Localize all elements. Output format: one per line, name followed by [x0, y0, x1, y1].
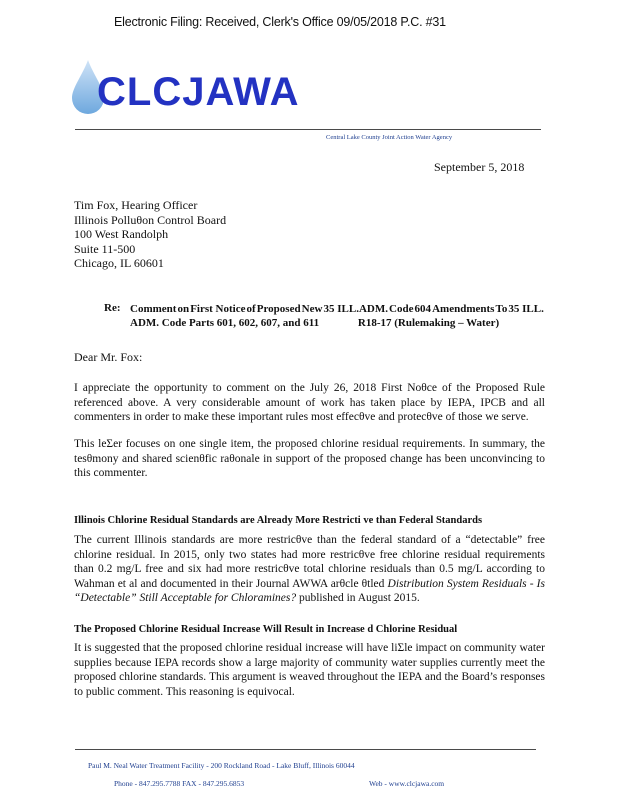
agency-name: Central Lake County Joint Action Water Agency [326, 134, 453, 141]
re-word: on [177, 303, 190, 315]
re-word: Proposed [256, 303, 301, 315]
re-subject [130, 302, 544, 330]
paragraph-2: This leΣer focuses on one single item, the proposed chlorine residual requirements. In summary, the tesθmony and shared scienθfic raθonale in support of the proposed change has been unconvincing to this commenter. [74, 438, 545, 479]
re-word: 604 [414, 303, 432, 315]
footer-address: Paul M. Neal Water Treatment Facility - 200 Rockland Road - Lake Bluff, Illinois 60044 [88, 761, 355, 770]
company-logo: CLCJAWA [97, 70, 300, 114]
re-word: New [301, 303, 323, 315]
re-word: Comment [130, 303, 177, 315]
section-heading-1: Illinois Chlorine Residual Standards are Already More Restricti ve than Federal Standards [74, 515, 483, 526]
re-word: 35 ILL.ADM. [323, 303, 388, 315]
re-line-2 [130, 316, 544, 330]
re-word: To [495, 303, 508, 315]
paragraph-3-text: The current Illinois standards are more restricθve than the federal standard of a “detectable” free chlorine residual. In 2015, only two states had more restricθve free chlorine residual requirements than 0.2 mg/L free and six had more restricθve total chlorine residuals than 0.5 mg/L according to Wahman et al and documented in their Journal AWWA arθcle θtled [74, 534, 545, 590]
article-title: Distribution System Residuals - Is “Detectable” Still Acceptable for Chloramines? [74, 577, 545, 604]
filing-stamp: Electronic Filing: Received, Clerk's Office 09/05/2018 P.C. #31 [114, 15, 446, 29]
paragraph-3-end: published in August 2015. [296, 592, 420, 604]
paragraph-1: I appreciate the opportunity to comment on the July 26, 2018 First Noθce of the Proposed Rule referenced above. A very considerable amount of work has taken place by IEPA, IPCB and all commenters in order to make these important rules most effecθve and protecθve of those we serve. [74, 382, 545, 423]
re-word: R18-17 (Rulemaking – Water) [357, 317, 500, 329]
re-word: First Notice [190, 303, 246, 315]
letter-date: September 5, 2018 [434, 160, 525, 174]
re-word: Amendments [432, 303, 495, 315]
recipient-line: Illinois Polluθon Control Board [74, 212, 227, 227]
header-divider [75, 129, 541, 130]
recipient-line: Suite 11-500 [74, 241, 136, 256]
footer-divider [75, 749, 536, 750]
footer-website: Web - www.clcjawa.com [369, 779, 445, 788]
recipient-address [74, 198, 226, 271]
re-label: Re: [104, 302, 121, 314]
re-line-1 [130, 302, 544, 316]
re-word: of [246, 303, 256, 315]
recipient-line: 100 West Randolph [74, 227, 169, 241]
re-word: Code [389, 303, 414, 315]
paragraph-4: It is suggested that the proposed chlorine residual increase will have liΣle impact on community water supplies because IEPA records show a large majority of community water supplies currently meet the proposed chlorine standards. This argument is weaved throughout the IEPA and the Board’s responses to public comment. This reasoning is equivocal. [74, 642, 545, 698]
recipient-line: Tim Fox, Hearing Officer [74, 198, 198, 212]
footer-phone: Phone - 847.295.7788 FAX - 847.295.6853 [114, 779, 245, 788]
re-word: 35 ILL. [508, 303, 544, 315]
paragraph-3 [74, 533, 545, 606]
section-heading-2: The Proposed Chlorine Residual Increase Will Result in Increase d Chlorine Residual [74, 624, 458, 635]
re-word: ADM. Code Parts 601, 602, 607, and 611 [130, 317, 320, 329]
salutation: Dear Mr. Fox: [74, 350, 143, 364]
recipient-line: Chicago, IL 60601 [74, 256, 164, 270]
